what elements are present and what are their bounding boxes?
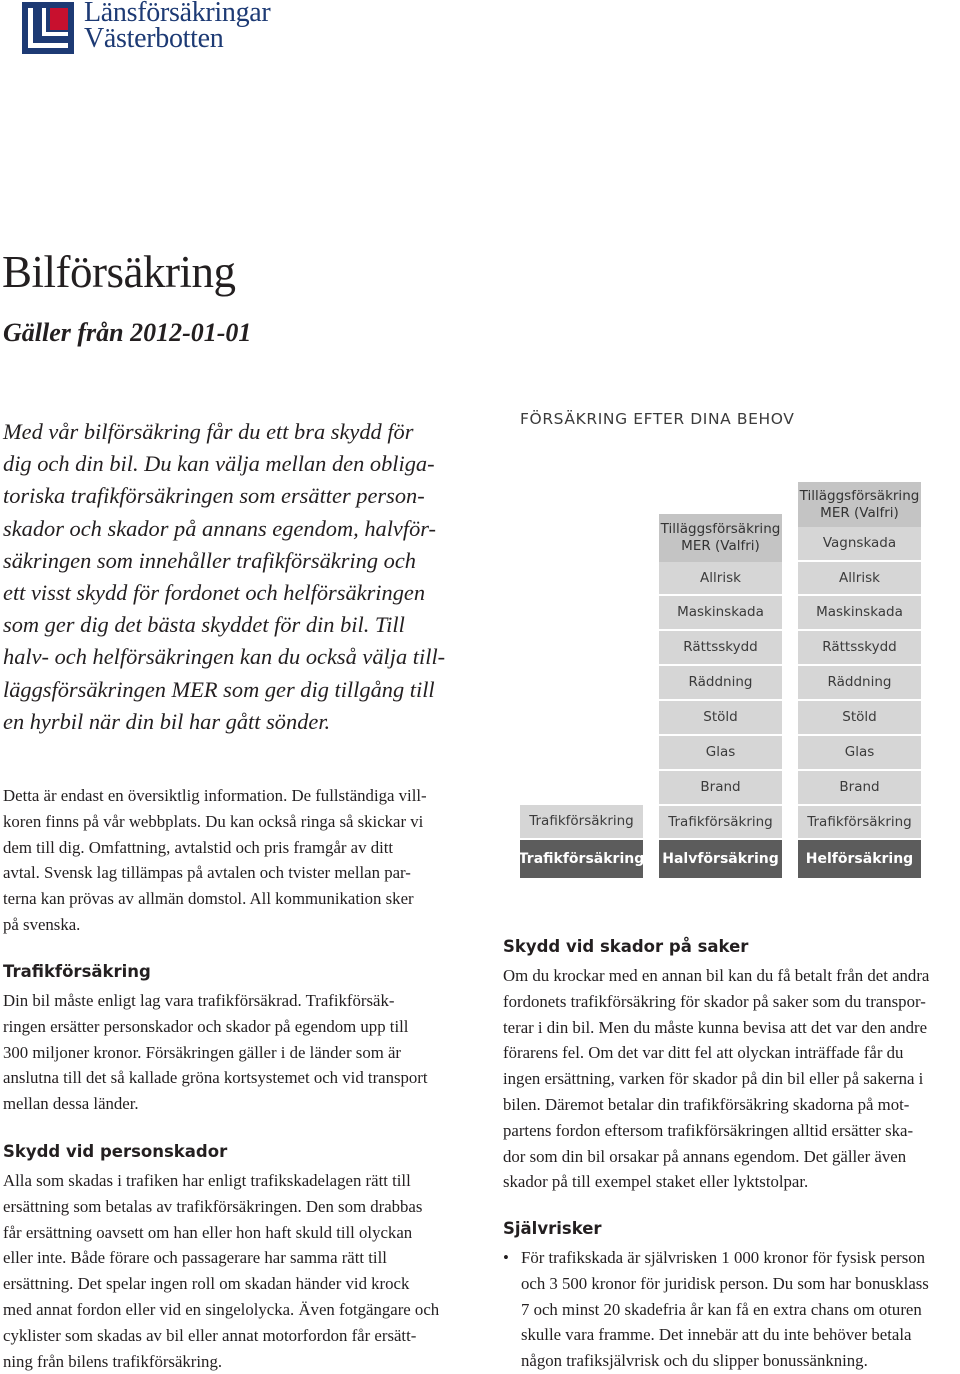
col3-item-stold: Stöld (798, 701, 921, 734)
logo-line-1: Länsförsäkringar (84, 0, 271, 28)
section-heading-trafikforsakring: Trafikförsäkring (3, 962, 151, 981)
section-body-skador-pa-saker (503, 963, 960, 1195)
col3-base-label: Helförsäkring (798, 840, 921, 878)
col2-item-glas: Glas (659, 736, 782, 769)
col3-item-brand: Brand (798, 771, 921, 804)
bullet-line: 7 och minst 20 skadefria år kan få en extra chans om oturen (521, 1299, 922, 1319)
section-body-trafikforsakring (3, 988, 473, 1117)
intro-line: dig och din bil. Du kan välja mellan den obliga- (3, 451, 435, 477)
intro-line: säkringen som innehåller trafikförsäkring och (3, 547, 416, 573)
logo-mark-icon (22, 2, 74, 54)
body-line: ersättning som betalas av trafikförsäkringen. Den som drabbas (3, 1196, 423, 1216)
body-line: fordonets trafikförsäkring för skador på saker som du transpor- (503, 991, 926, 1011)
section-heading-sjalvrisker: Självrisker (503, 1219, 602, 1238)
page-subtitle: Gäller från 2012-01-01 (3, 318, 252, 347)
col2-item-stold: Stöld (659, 701, 782, 734)
intro-line: ett visst skydd för fordonet och helförsäkringen (3, 580, 426, 606)
disclaimer-line: Detta är endast en översiktlig information. De fullständiga vill- (3, 786, 427, 805)
col3-item-glas: Glas (798, 736, 921, 769)
body-line: 300 miljoner kronor. Försäkringen gäller i de länder som är (3, 1042, 401, 1062)
intro-line: en hyrbil när din bil har gått sönder. (3, 708, 331, 734)
disclaimer-line: dem till dig. Omfattning, avtalstid och pris framgår av ditt (3, 837, 394, 857)
body-line: ning från bilens trafikförsäkring. (3, 1351, 223, 1371)
col2-base-label: Halvförsäkring (659, 840, 782, 878)
disclaimer-line: terna kan prövas av allmän domstol. All kommunikation sker (3, 889, 414, 909)
intro-line: Med vår bilförsäkring får du ett bra skydd för (3, 419, 414, 444)
company-logo (22, 2, 322, 56)
intro-line: läggsförsäkringen MER som ger dig tillgång till (3, 676, 435, 702)
bullet-line: och 3 500 kronor för juridisk person. Du som har bonusklass (521, 1273, 929, 1293)
col3-item-raddning: Räddning (798, 666, 921, 699)
col2-item-rattsskydd: Rättsskydd (659, 631, 782, 664)
col3-addon-mer: Tilläggsförsäkring MER (Valfri) (798, 482, 921, 527)
col2-item-raddning: Räddning (659, 666, 782, 699)
logo-line-2: Västerbotten (84, 23, 224, 54)
diagram-title: FÖRSÄKRING EFTER DINA BEHOV (520, 410, 795, 428)
section-body-personskador (3, 1168, 473, 1374)
body-line: ringen ersätter personskador och skador på egendom upp till (3, 1016, 409, 1036)
body-line: cyklister som skadas av bil eller annat motorfordon får ersätt- (3, 1325, 417, 1345)
col2-item-allrisk: Allrisk (659, 562, 782, 594)
body-line: mellan dessa länder. (3, 1094, 139, 1114)
col2-addon-mer: Tilläggsförsäkring MER (Valfri) (659, 514, 782, 562)
disclaimer-line: avtal. Svensk lag tillämpas på avtalen och tvister mellan par- (3, 863, 411, 883)
intro-paragraph (3, 416, 465, 738)
body-line: Om du krockar med en annan bil kan du få betalt från det andra (503, 966, 930, 985)
body-line: skador på till exempel staket eller lyktstolpar. (503, 1172, 809, 1192)
disclaimer-line: koren finns på vår webbplats. Du kan också ringa så skickar vi (3, 811, 424, 831)
section-heading-personskador: Skydd vid personskador (3, 1142, 228, 1161)
body-line: ingen ersättning, varken för skador på din bil eller på sakerna i (503, 1069, 924, 1089)
body-line: med annat fordon eller vid en singelolycka. Även fotgängare och (3, 1299, 440, 1319)
body-line: förarens fel. Om det var ditt fel att olyckan inträffade får du (503, 1043, 904, 1063)
list-item (503, 1245, 960, 1374)
col3-item-rattsskydd: Rättsskydd (798, 631, 921, 664)
disclaimer-paragraph (3, 783, 473, 938)
logo-text (84, 0, 270, 52)
bullet-line: • För trafikskada är självrisken 1 000 kronor för fysisk person (521, 1248, 926, 1267)
intro-line: halv- och helförsäkringen kan du också välja till- (3, 644, 446, 670)
col1-item-trafikforsakring: Trafikförsäkring (520, 805, 643, 838)
section-heading-skador-pa-saker: Skydd vid skador på saker (503, 937, 749, 956)
col1-base-label: Trafikförsäkring (520, 840, 643, 878)
col3-item-maskinskada: Maskinskada (798, 596, 921, 629)
col3-item-allrisk: Allrisk (798, 562, 921, 594)
body-line: Alla som skadas i trafiken har enligt trafikskadelagen rätt till (3, 1171, 411, 1190)
col3-item-vagnskada: Vagnskada (798, 527, 921, 560)
body-line: ersättning. Det spelar ingen roll om skadan händer vid krock (3, 1274, 410, 1294)
body-line: anslutna till det så kallade gröna kortsystemet och vid transport (3, 1068, 428, 1088)
col2-item-trafikforsakring: Trafikförsäkring (659, 806, 782, 838)
sjalvrisker-list (503, 1245, 960, 1374)
page-title: Bilförsäkring (2, 247, 236, 297)
bullet-line: skulle vara framme. Det innebär att du inte behöver betala (521, 1325, 912, 1345)
col3-item-trafikforsakring: Trafikförsäkring (798, 806, 921, 838)
body-line: dor som din bil orsakar på annans egendom. Det gäller även (503, 1146, 907, 1166)
body-line: bilen. Däremot betalar din trafikförsäkring skadorna på mot- (503, 1094, 910, 1114)
disclaimer-line: på svenska. (3, 914, 81, 934)
col2-item-brand: Brand (659, 771, 782, 804)
col2-item-maskinskada: Maskinskada (659, 596, 782, 629)
intro-line: skador och skador på annans egendom, halvför- (3, 515, 437, 541)
body-line: terar i din bil. Men du måste kunna bevisa att det var den andre (503, 1017, 928, 1037)
body-line: får ersättning oavsett om han eller hon haft skuld till olyckan (3, 1222, 413, 1242)
bullet-line: någon trafiksjälvrisk och du slipper bonussänkning. (521, 1351, 868, 1371)
body-line: partens fordon eftersom trafikförsäkringen alltid ersätter ska- (503, 1120, 914, 1140)
body-line: Din bil måste enligt lag vara trafikförsäkrad. Trafikförsäk- (3, 991, 395, 1010)
body-line: eller inte. Både förare och passagerare har samma rätt till (3, 1248, 387, 1268)
intro-line: toriska trafikförsäkringen som ersätter person- (3, 483, 425, 509)
intro-line: som ger dig det bästa skyddet för din bil. Till (3, 612, 405, 638)
